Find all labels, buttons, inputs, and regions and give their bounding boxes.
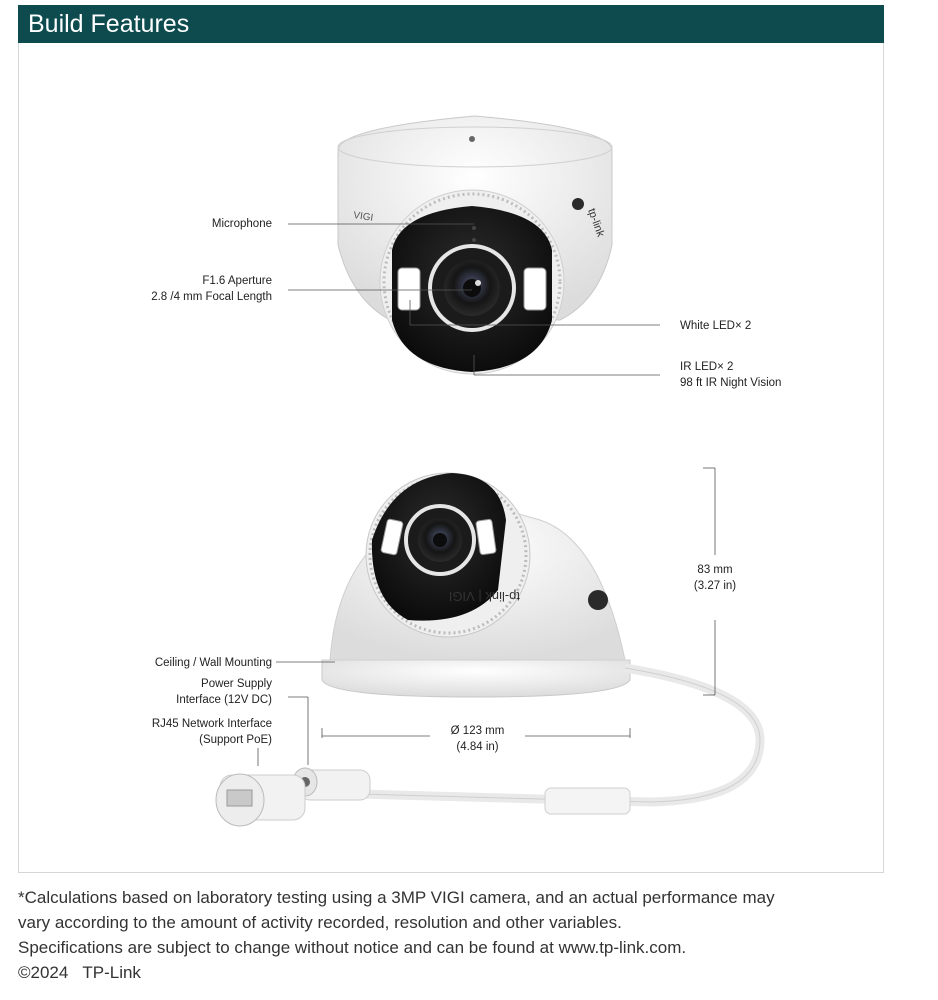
power-supply-label [120, 676, 272, 708]
side-tp-link-logo-icon [588, 590, 608, 610]
microphone-label: Microphone [211, 218, 272, 230]
rj45-line-2: (Support PoE) [199, 734, 272, 746]
side-camera-brand: tp-link | VIGI [448, 589, 520, 604]
mounting-label: Ceiling / Wall Mounting [154, 657, 272, 669]
height-in: (3.27 in) [693, 580, 737, 592]
spec-notice: Specifications are subject to change without notice and can be found at www.tp-link.com. [18, 938, 687, 957]
footnote-line-1: *Calculations based on laboratory testing using a 3MP VIGI camera, and an actual performance may [18, 888, 775, 907]
rj45-connector [216, 774, 305, 826]
diameter-mm: Ø 123 mm [450, 725, 505, 737]
tp-link-logo-icon [572, 198, 584, 210]
ir-led-line: IR LED× 2 [680, 361, 734, 373]
top-camera-logo: tp-link [585, 206, 607, 239]
night-vision-line: 98 ft IR Night Vision [680, 377, 782, 389]
aperture-label [120, 273, 272, 305]
footnote-line-2: vary according to the amount of activity recorded, resolution and other variables. [18, 913, 622, 932]
section-title: Build Features [28, 10, 190, 38]
ir-led-label [680, 359, 781, 391]
height-dimension-label [675, 562, 755, 594]
diameter-dimension-label [430, 723, 525, 755]
height-mm: 83 mm [697, 564, 733, 576]
top-camera-brand: VIGI [352, 210, 374, 224]
aperture-line: F1.6 Aperture [202, 275, 272, 287]
focal-length-line: 2.8 /4 mm Focal Length [151, 291, 272, 303]
copyright-year: ©2024 [18, 963, 69, 982]
company-name: TP-Link [82, 963, 141, 982]
copyright-line [18, 960, 918, 985]
rj45-line-1: RJ45 Network Interface [151, 718, 272, 730]
footer-notes [18, 885, 918, 985]
side-camera [216, 473, 760, 826]
white-led-label: White LED× 2 [680, 320, 752, 332]
diameter-in: (4.84 in) [456, 741, 499, 753]
power-line-1: Power Supply [201, 678, 272, 690]
top-camera [338, 116, 612, 374]
rj45-label [120, 716, 272, 748]
power-line-2: Interface (12V DC) [176, 694, 272, 706]
